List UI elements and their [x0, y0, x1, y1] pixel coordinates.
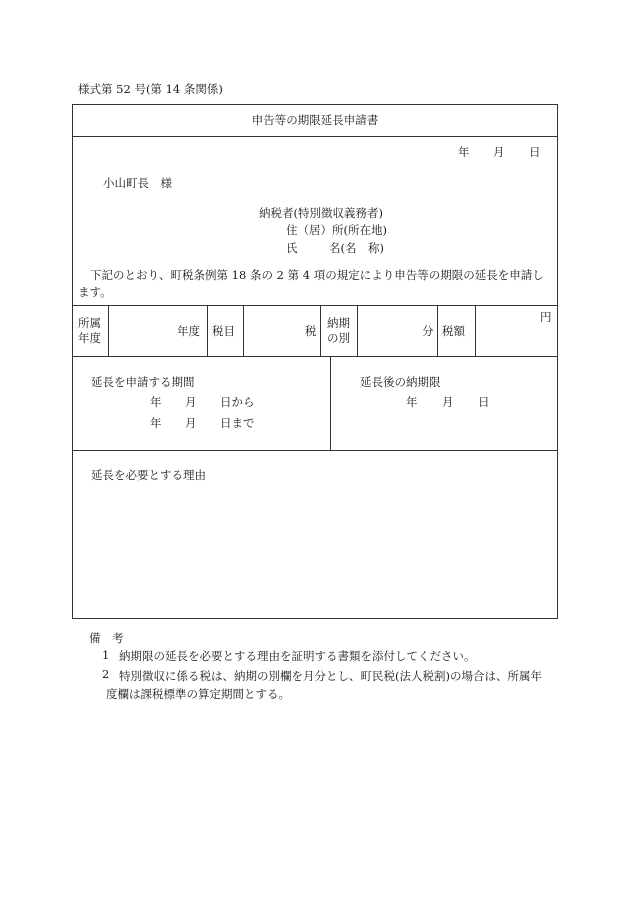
applicant-name-label-right: 名(名 称) — [329, 241, 384, 255]
divider — [243, 305, 244, 356]
payment-period-header-line2: の別 — [327, 331, 350, 345]
date-month: 月 — [493, 145, 505, 159]
payment-period-header — [327, 316, 350, 346]
divider — [207, 305, 208, 356]
statement: 下記のとおり、町税条例第 18 条の 2 第 4 項の規定により申告等の期限の延長を申請します。 — [78, 268, 544, 299]
fiscal-year-value: 年度 — [177, 324, 200, 338]
divider — [475, 305, 476, 356]
notes-heading: 備 考 — [89, 631, 124, 645]
form-number: 様式第 52 号(第 14 条関係) — [78, 82, 223, 96]
divider — [320, 305, 321, 356]
tax-amount-unit: 円 — [540, 310, 552, 324]
addressee: 小山町長 様 — [103, 176, 172, 190]
payment-period-header-line1: 納期 — [327, 316, 350, 330]
extension-from-month: 月 — [185, 395, 197, 409]
extension-to-day: 日まで — [220, 416, 255, 430]
divider — [108, 305, 109, 356]
note-2-number: 2 — [102, 667, 110, 681]
new-deadline-month: 月 — [442, 395, 454, 409]
divider — [437, 305, 438, 356]
date-year: 年 — [458, 145, 470, 159]
divider — [330, 356, 331, 450]
divider — [357, 305, 358, 356]
fiscal-year-header — [78, 316, 101, 346]
applicant-name-label-left: 氏 — [286, 241, 298, 255]
tax-item-header: 税目 — [212, 324, 235, 338]
payment-period-value: 分 — [422, 324, 434, 338]
form-title-text: 申告等の期限延長申請書 — [251, 112, 379, 127]
extension-from-year: 年 — [150, 395, 162, 409]
extension-period-label: 延長を申請する期間 — [91, 375, 195, 389]
note-1-number: 1 — [102, 648, 110, 662]
fiscal-year-header-line1: 所属 — [78, 316, 101, 330]
tax-amount-header: 税額 — [442, 324, 465, 338]
extension-to-year: 年 — [150, 416, 162, 430]
date-day: 日 — [529, 145, 541, 159]
reason-label: 延長を必要とする理由 — [91, 468, 206, 482]
tax-item-value: 税 — [305, 324, 317, 338]
new-deadline-year: 年 — [406, 395, 418, 409]
new-deadline-day: 日 — [478, 395, 490, 409]
extension-to-month: 月 — [185, 416, 197, 430]
form-title — [72, 104, 558, 136]
applicant-address-label: 住（居）所(所在地) — [286, 223, 387, 237]
divider — [72, 305, 558, 306]
fiscal-year-header-line2: 年度 — [78, 331, 101, 345]
divider — [72, 450, 558, 451]
note-2-text: 特別徴収に係る税は、納期の別欄を月分とし、町民税(法人税割)の場合は、所属年度欄は課税標準の算定期間とする。 — [106, 669, 542, 701]
new-deadline-label: 延長後の納期限 — [360, 375, 441, 389]
divider — [72, 356, 558, 357]
note-1-text: 納期限の延長を必要とする理由を証明する書類を添付してください。 — [119, 649, 476, 663]
extension-from-day: 日から — [220, 395, 255, 409]
divider — [72, 136, 558, 137]
applicant-label: 納税者(特別徴収義務者) — [259, 206, 383, 220]
